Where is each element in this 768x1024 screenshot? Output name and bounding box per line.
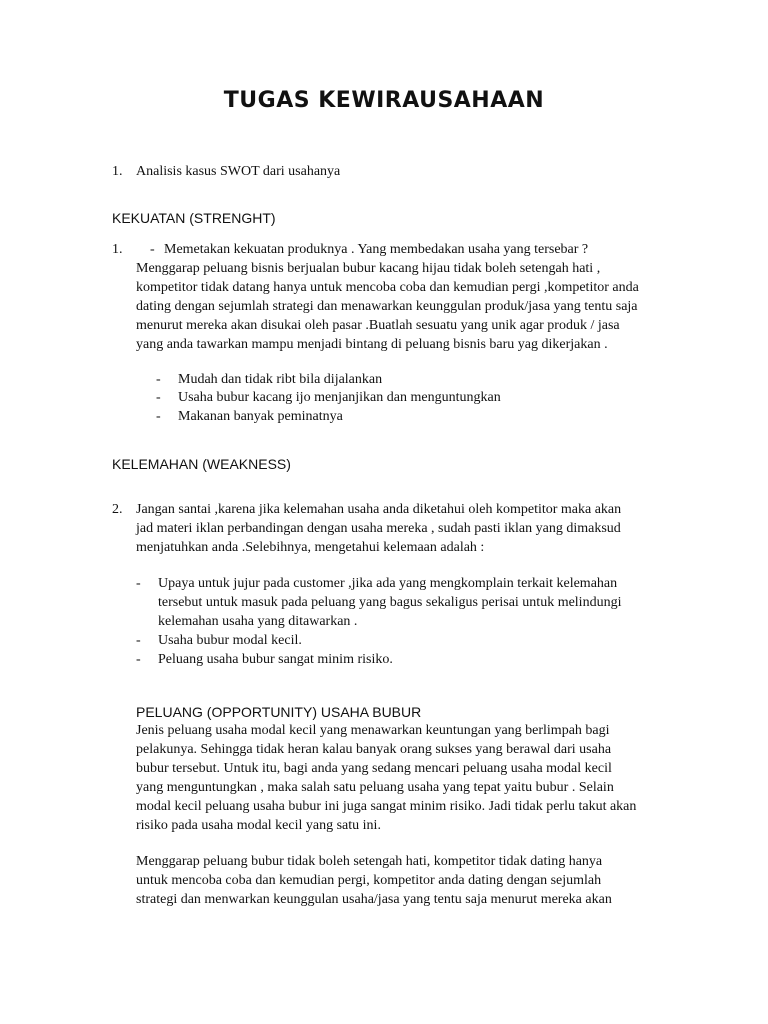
paragraph-line: bubur tersebut. Untuk itu, bagi anda yang sedang mencari peluang usaha modal kecil	[136, 761, 612, 776]
paragraph-line: menjatuhkan anda .Selebihnya, mengetahui kelemaan adalah :	[136, 540, 485, 555]
section-heading-peluang: PELUANG (OPPORTUNITY) USAHA BUBUR	[136, 704, 422, 720]
paragraph-line: modal kecil peluang usaha bubur ini juga sangat minim risiko. Jadi tidak perlu takut akan	[136, 799, 637, 814]
bullet-dash: -	[156, 409, 161, 424]
bullet-dash: -	[150, 242, 155, 257]
paragraph-line: strategi dan menwarkan keunggulan usaha/jasa yang tentu saja menurut mereka akan	[136, 892, 612, 907]
paragraph-line: Memetakan kekuatan produknya . Yang membedakan usaha yang tersebar ?	[164, 242, 589, 257]
paragraph-line: untuk mencoba coba dan kemudian pergi, kompetitor anda dating dengan sejumlah	[136, 873, 602, 888]
paragraph-line: Menggarap peluang bubur tidak boleh setengah hati, kompetitor tidak dating hanya	[136, 854, 603, 869]
section-heading-kelemahan: KELEMAHAN (WEAKNESS)	[112, 456, 291, 472]
paragraph-line: menurut mereka akan disukai oleh pasar .Buatlah sesuatu yang unik agar produk / jasa	[136, 318, 620, 333]
list-item: Peluang usaha bubur sangat minim risiko.	[158, 652, 393, 667]
section-heading-kekuatan: KEKUATAN (STRENGHT)	[112, 210, 276, 226]
paragraph-line: yang anda tawarkan mampu menjadi bintang di peluang bisnis baru yag dikerjakan .	[136, 337, 608, 352]
list-number: 1.	[112, 242, 123, 257]
list-item: Usaha bubur kacang ijo menjanjikan dan menguntungkan	[178, 390, 501, 405]
paragraph-line: Jangan santai ,karena jika kelemahan usaha anda diketahui oleh kompetitor maka akan	[136, 502, 622, 517]
document-title: TUGAS KEWIRAUSAHAAN	[223, 88, 545, 113]
bullet-dash: -	[136, 576, 141, 591]
list-item: tersebut untuk masuk pada peluang yang bagus sekaligus perisai untuk melindungi	[158, 595, 622, 610]
bullet-dash: -	[156, 390, 161, 405]
paragraph-line: Jenis peluang usaha modal kecil yang menawarkan keuntungan yang berlimpah bagi	[136, 723, 610, 738]
list-item: Upaya untuk jujur pada customer ,jika ada yang mengkomplain terkait kelemahan	[158, 576, 618, 591]
paragraph-line: yang menguntungkan , maka salah satu peluang usaha yang tepat yaitu bubur . Selain	[136, 780, 614, 795]
list-number: 1.	[112, 164, 123, 179]
paragraph-line: pelakunya. Sehingga tidak heran kalau banyak orang sukses yang berawal dari usaha	[136, 742, 612, 757]
paragraph-line: Menggarap peluang bisnis berjualan bubur kacang hijau tidak boleh setengah hati ,	[136, 261, 601, 276]
bullet-dash: -	[136, 633, 141, 648]
paragraph-line: jad materi iklan perbandingan dengan usaha mereka , sudah pasti iklan yang dimaksud	[136, 521, 621, 536]
paragraph-line: kompetitor tidak datang hanya untuk mencoba coba dan kemudian pergi ,kompetitor anda	[136, 280, 639, 295]
list-item-text: Analisis kasus SWOT dari usahanya	[136, 164, 341, 179]
paragraph-line: risiko pada usaha modal kecil yang satu ini.	[136, 818, 381, 833]
list-number: 2.	[112, 502, 123, 517]
list-item: kelemahan usaha yang ditawarkan .	[158, 614, 358, 629]
bullet-dash: -	[156, 372, 161, 387]
list-item: Mudah dan tidak ribt bila dijalankan	[178, 372, 383, 387]
list-item: Usaha bubur modal kecil.	[158, 633, 302, 648]
list-item: Makanan banyak peminatnya	[178, 409, 343, 424]
paragraph-line: dating dengan sejumlah strategi dan menawarkan keunggulan produk/jasa yang tentu saja	[136, 299, 638, 314]
bullet-dash: -	[136, 652, 141, 667]
